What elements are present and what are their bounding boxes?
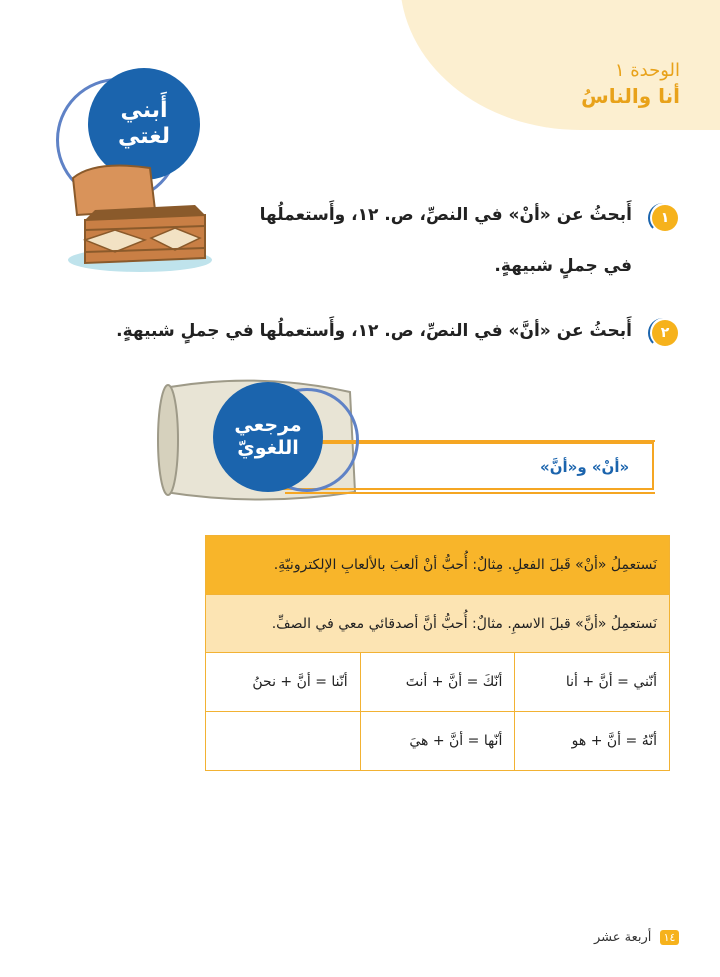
exercise-2-line-1: أَبحثُ عن «أنَّ» في النصِّ، ص. ١٢، وأَستعملُها في جملٍ شبيهةٍ.	[116, 321, 632, 341]
rules-table	[205, 535, 670, 771]
table-cell	[206, 712, 361, 771]
treasure-chest-illustration	[55, 160, 225, 275]
table-cell: أنّنا = أنَّ + نحنُ	[206, 653, 361, 712]
exercise-1-line-1: أَبحثُ عن «أنْ» في النصِّ، ص. ١٢، وأَستعملُها	[259, 205, 632, 225]
reference-badge	[213, 382, 323, 492]
exercise-number-1: ١	[652, 205, 678, 231]
reference-badge-line-2: اللغويّ	[237, 437, 299, 459]
badge-line-1: أَبني	[120, 97, 168, 123]
page-word: أربعة عشر	[594, 930, 652, 945]
rule-anna: نَستعمِلُ «أنَّ» قبلَ الاسمِ. مثالٌ: أُحبُّ أنَّ أصدقائي معي في الصفِّ.	[206, 595, 670, 653]
badge-line-2: لغتي	[118, 124, 170, 149]
reference-title: «أنْ» و«أنَّ»	[540, 458, 630, 476]
table-cell: أنّكَ = أنَّ + أنتَ	[360, 653, 515, 712]
table-cell: أنّها = أنَّ + هيَ	[360, 712, 515, 771]
page-number: ١٤	[660, 930, 680, 945]
exercise-number-2: ٢	[652, 320, 678, 346]
reference-line-bottom	[285, 492, 655, 494]
table-row	[206, 712, 670, 771]
table-row	[206, 653, 670, 712]
page-footer	[594, 930, 679, 945]
rule-an: نَستعمِلُ «أنْ» قَبلَ الفعلِ. مِثالٌ: أُحبُّ أنْ ألعبَ بالألعابِ الإلكترونيّةِ.	[206, 536, 670, 595]
unit-label: الوحدة ١	[614, 60, 680, 81]
unit-title: أنا والناسُ	[581, 84, 680, 108]
table-cell: أنّني = أنَّ + أنا	[515, 653, 670, 712]
reference-badge-line-1: مرجعي	[234, 414, 302, 437]
exercise-1-line-2: في جملٍ شبيهةٍ.	[494, 256, 632, 276]
table-cell: أنّهُ = أنَّ + هو	[515, 712, 670, 771]
table-row-anna	[206, 595, 670, 653]
table-row-an	[206, 536, 670, 595]
